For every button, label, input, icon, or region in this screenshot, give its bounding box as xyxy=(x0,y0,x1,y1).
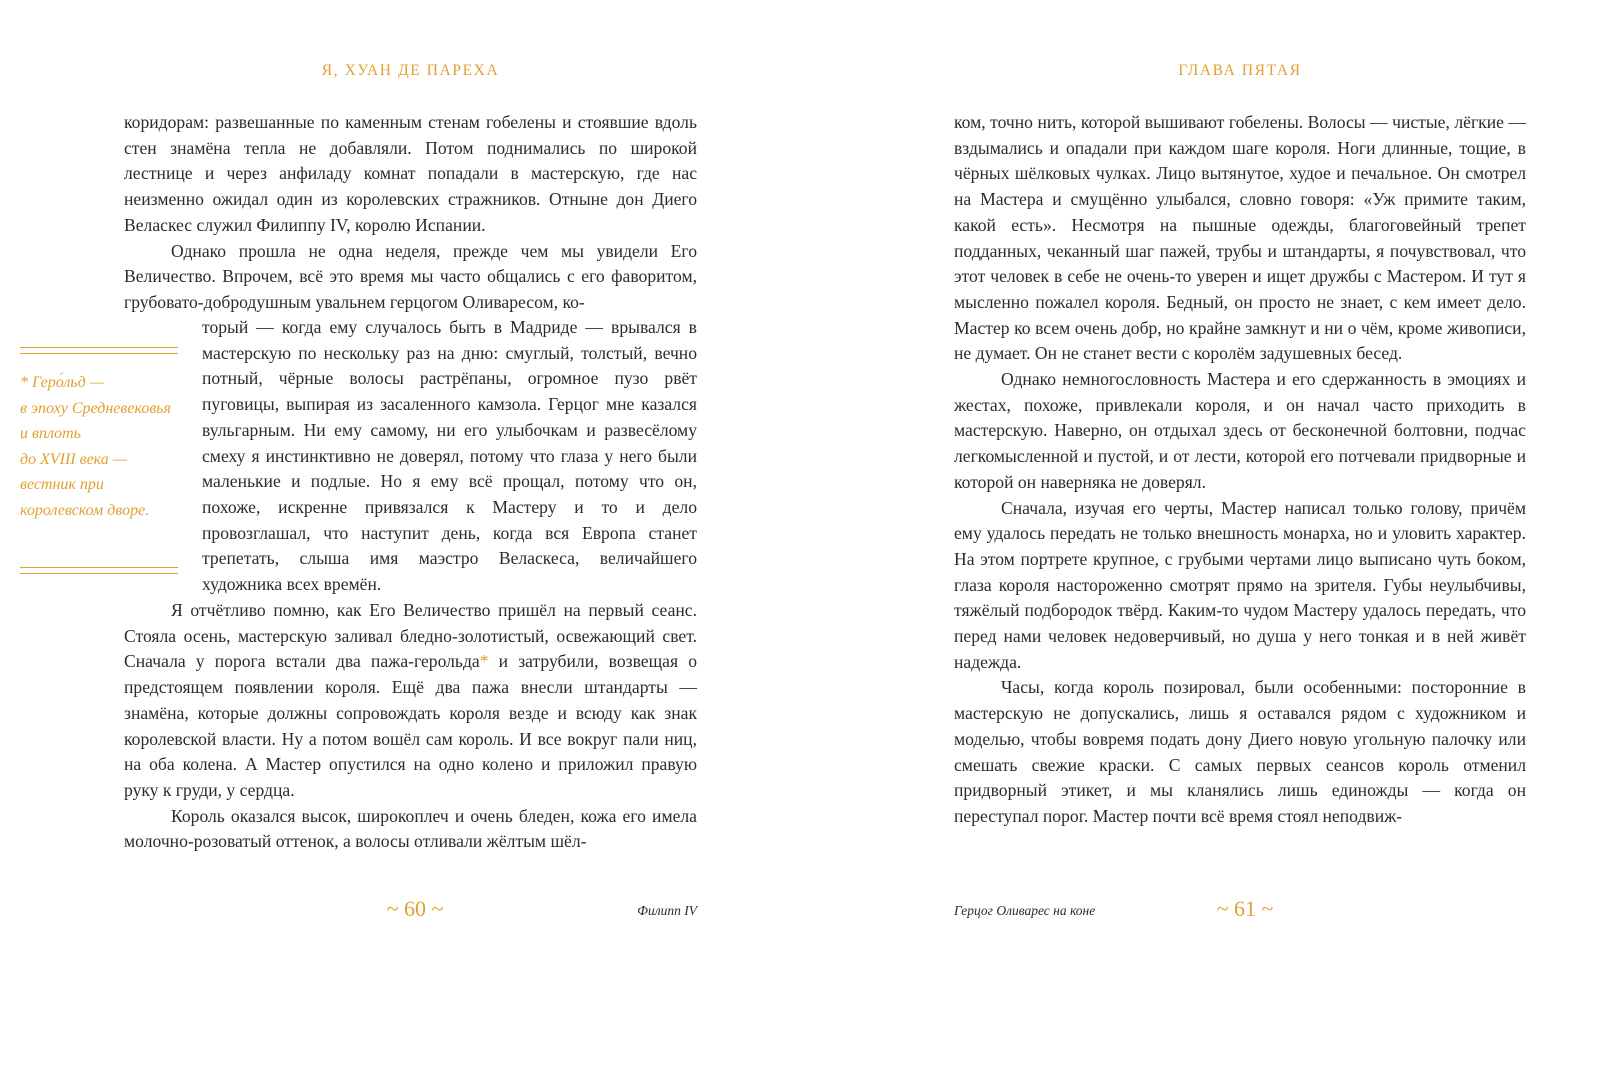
paragraph-text: и затрубили, возвещая о предстоящем появлении короля. Ещё два пажа внесли штандарты — знамёна, которые должны сопровождать короля везде и всюду как знак королевской власти. Ну а потом вошёл сам король. И все вокруг пали ниц, на оба колена. А Мастер опустился на одно колено и приложил правую руку к груди, у сердца. xyxy=(124,651,697,800)
paragraph: торый — когда ему случалось быть в Мадриде — врывался в мастерскую по нескольку раз на дню: смуглый, толстый, вечно потный, чёрные волосы растрёпаны, огромное пузо рвёт пуговицы, выпирая из засаленного камзола. Герцог мне казался вульгарным. Ни ему самому, ни его улыбочкам и развесёлому смеху я инстинктивно не доверял, потому что глаза у него были маленькие и подлые. Но я ему всё прощал, потому что он, похоже, искренне привязался к Мастеру и то и дело провозглашал, что наступит день, когда вся Европа станет трепетать, слыша имя маэстро Веласкеса, величайшего художника всех времён. xyxy=(202,317,697,595)
left-body-upper xyxy=(124,110,697,316)
page-number-right: ~ 61 ~ xyxy=(1216,896,1274,921)
paragraph: Однако прошла не одна неделя, прежде чем мы увидели Его Величество. Впрочем, всё это время мы часто общались с его фаворитом, грубовато-добродушным увальнем герцогом Оливаресом, ко- xyxy=(124,240,697,312)
paragraph: Сначала, изучая его черты, Мастер написал только голову, причём ему удалось передать не только внешность монарха, но и уловить характер. На этом портрете крупное, с грубыми чертами лицо выписано чуть боком, глаза короля настороженно смотрят прямо на зрителя. Губы неулыбчивы, тяжёлый подбородок твёрд. Каким-то чудом Мастеру удалось передать, что перед нами человек недоверчивый, но душа у него тонкая и в ней живёт надежда. xyxy=(954,497,1526,672)
illustration-caption-right: Герцог Оливарес на коне xyxy=(954,903,1096,918)
running-head-right: ГЛАВА ПЯТАЯ xyxy=(1178,62,1302,79)
page-number-left: ~ 60 ~ xyxy=(386,896,444,921)
right-body xyxy=(954,110,1526,830)
paragraph: коридорам: развешанные по каменным стенам гобелены и стоявшие вдоль стен знамёна тепла не добавляли. Потом поднимались по широкой лестнице и через анфиладу комнат попадали в мастерскую, где нас неизменно ожидал один из королевских стражников. Отныне дон Диего Веласкес служил Филиппу IV, королю Испании. xyxy=(124,112,697,235)
paragraph-text: Я отчётливо помню, как Его Величество пришёл на первый сеанс. Стояла осень, мастерскую заливал бледно-золотистый, освежающий свет. Сначала у порога встали два пажа-герольда xyxy=(124,600,697,672)
sidenote xyxy=(20,347,178,574)
paragraph: Король оказался высок, широкоплеч и очень бледен, кожа его имела молочно-розоватый оттенок, а волосы отливали жёлтым шёл- xyxy=(124,805,697,852)
illustration-caption-left: Филипп IV xyxy=(637,903,697,918)
sidenote-rule-top xyxy=(20,347,178,354)
paragraph: ком, точно нить, которой вышивают гобелены. Волосы — чистые, лёгкие — вздымались и опадали при каждом шаге короля. Ноги длинные, тощие, в чёрных шёлковых чулках. Лицо вытянутое, худое и печальное. Он смотрел на Мастера и смущённо улыбался, словно говоря: «Уж примите таким, какой есть». Несмотря на пышные одежды, благоговейный трепет подданных, чеканный шаг пажей, трубы и штандарты, я почувствовал, что этот человек в себе не очень-то уверен и ищет дружбы с Мастером. И тут я мысленно пожалел короля. Бедный, он просто не знает, с кем имеет дело. Мастер ко всем очень добр, но крайне замкнут и ни о чём, кроме живописи, не думает. Он не станет вести с королём задушевных бесед. xyxy=(954,112,1526,364)
running-head-left: Я, ХУАН ДЕ ПАРЕХА xyxy=(321,62,500,79)
sidenote-rule-bottom xyxy=(20,567,178,574)
left-body-lower xyxy=(124,598,697,855)
sidenote-text: * Геро́льд — в эпоху Средневековья и вплоть до XVIII века — вестник при королевском дворе. xyxy=(20,374,171,519)
paragraph: Часы, когда король позировал, были особенными: посторонние в мастерскую не допускались, лишь я оставался рядом с художником и моделью, чтобы вовремя подать дону Диего новую угольную палочку или смешать свежие краски. С самых первых сеансов король отменил придворный этикет, и мы кланялись лишь единожды — когда он переступал порог. Мастер почти всё время стоял неподвиж- xyxy=(954,677,1526,826)
paragraph xyxy=(124,598,697,804)
left-body-wrapped xyxy=(202,315,697,598)
footnote-marker: * xyxy=(479,651,489,672)
paragraph: Однако немногословность Мастера и его сдержанность в эмоциях и жестах, похоже, привлекали короля, и он начал часто приходить в мастерскую. Наверно, он отдыхал здесь от бесконечной болтовни, подчас легкомысленной и пустой, и от лести, которой его потчевали придворные и которой он наверняка не доверял. xyxy=(954,369,1526,492)
